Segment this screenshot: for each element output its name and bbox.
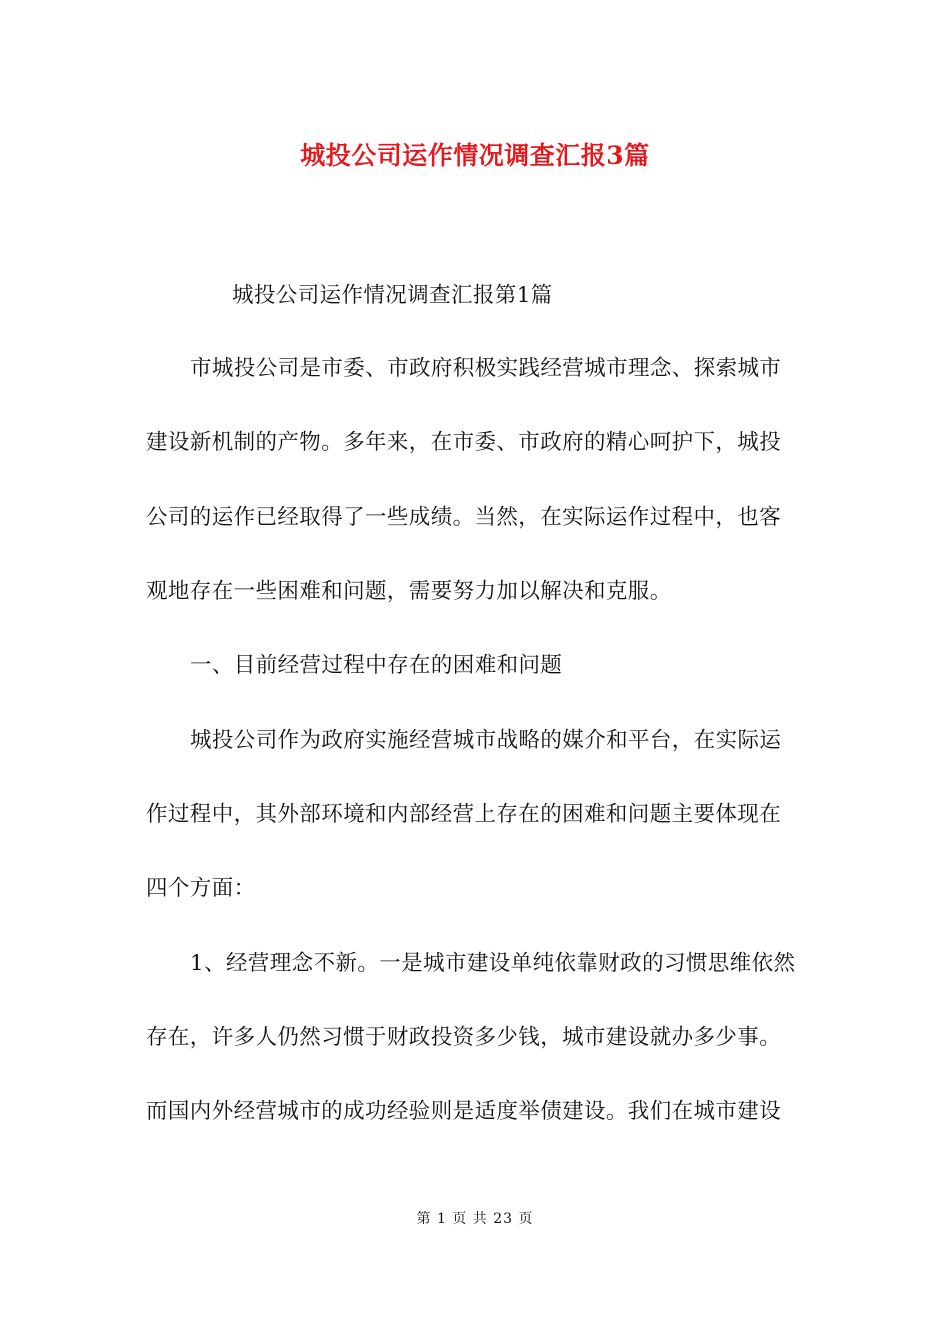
page-number: 第 1 页 共 23 页 [416,1211,534,1227]
paragraph-line: 观地存在一些困难和问题，需要努力加以解决和克服。 [146,579,672,604]
heading-line: 一、目前经营过程中存在的困难和问题 [190,653,563,678]
paragraph-line: 而国内外经营城市的成功经验则是适度举债建设。我们在城市建设 [146,1099,782,1124]
paragraph-line: 四个方面： [146,876,256,901]
paragraph-line: 1、经营理念不新。一是城市建设单纯依靠财政的习惯思维依然 [190,951,796,976]
paragraph-line: 公司的运作已经取得了一些成绩。当然，在实际运作过程中，也客 [146,505,782,530]
paragraph-line: 作过程中，其外部环境和内部经营上存在的困难和问题主要体现在 [146,802,782,827]
paragraph-line: 市城投公司是市委、市政府积极实践经营城市理念、探索城市 [190,356,782,381]
section-title: 城投公司运作情况调查汇报第1篇 [232,283,553,308]
paragraph-line: 城投公司作为政府实施经营城市战略的媒介和平台，在实际运 [190,728,782,753]
document-title: 城投公司运作情况调查汇报3篇 [300,141,650,170]
paragraph-line: 建设新机制的产物。多年来，在市委、市政府的精心呵护下，城投 [146,430,782,455]
paragraph-line: 存在，许多人仍然习惯于财政投资多少钱，城市建设就办多少事。 [146,1025,782,1050]
